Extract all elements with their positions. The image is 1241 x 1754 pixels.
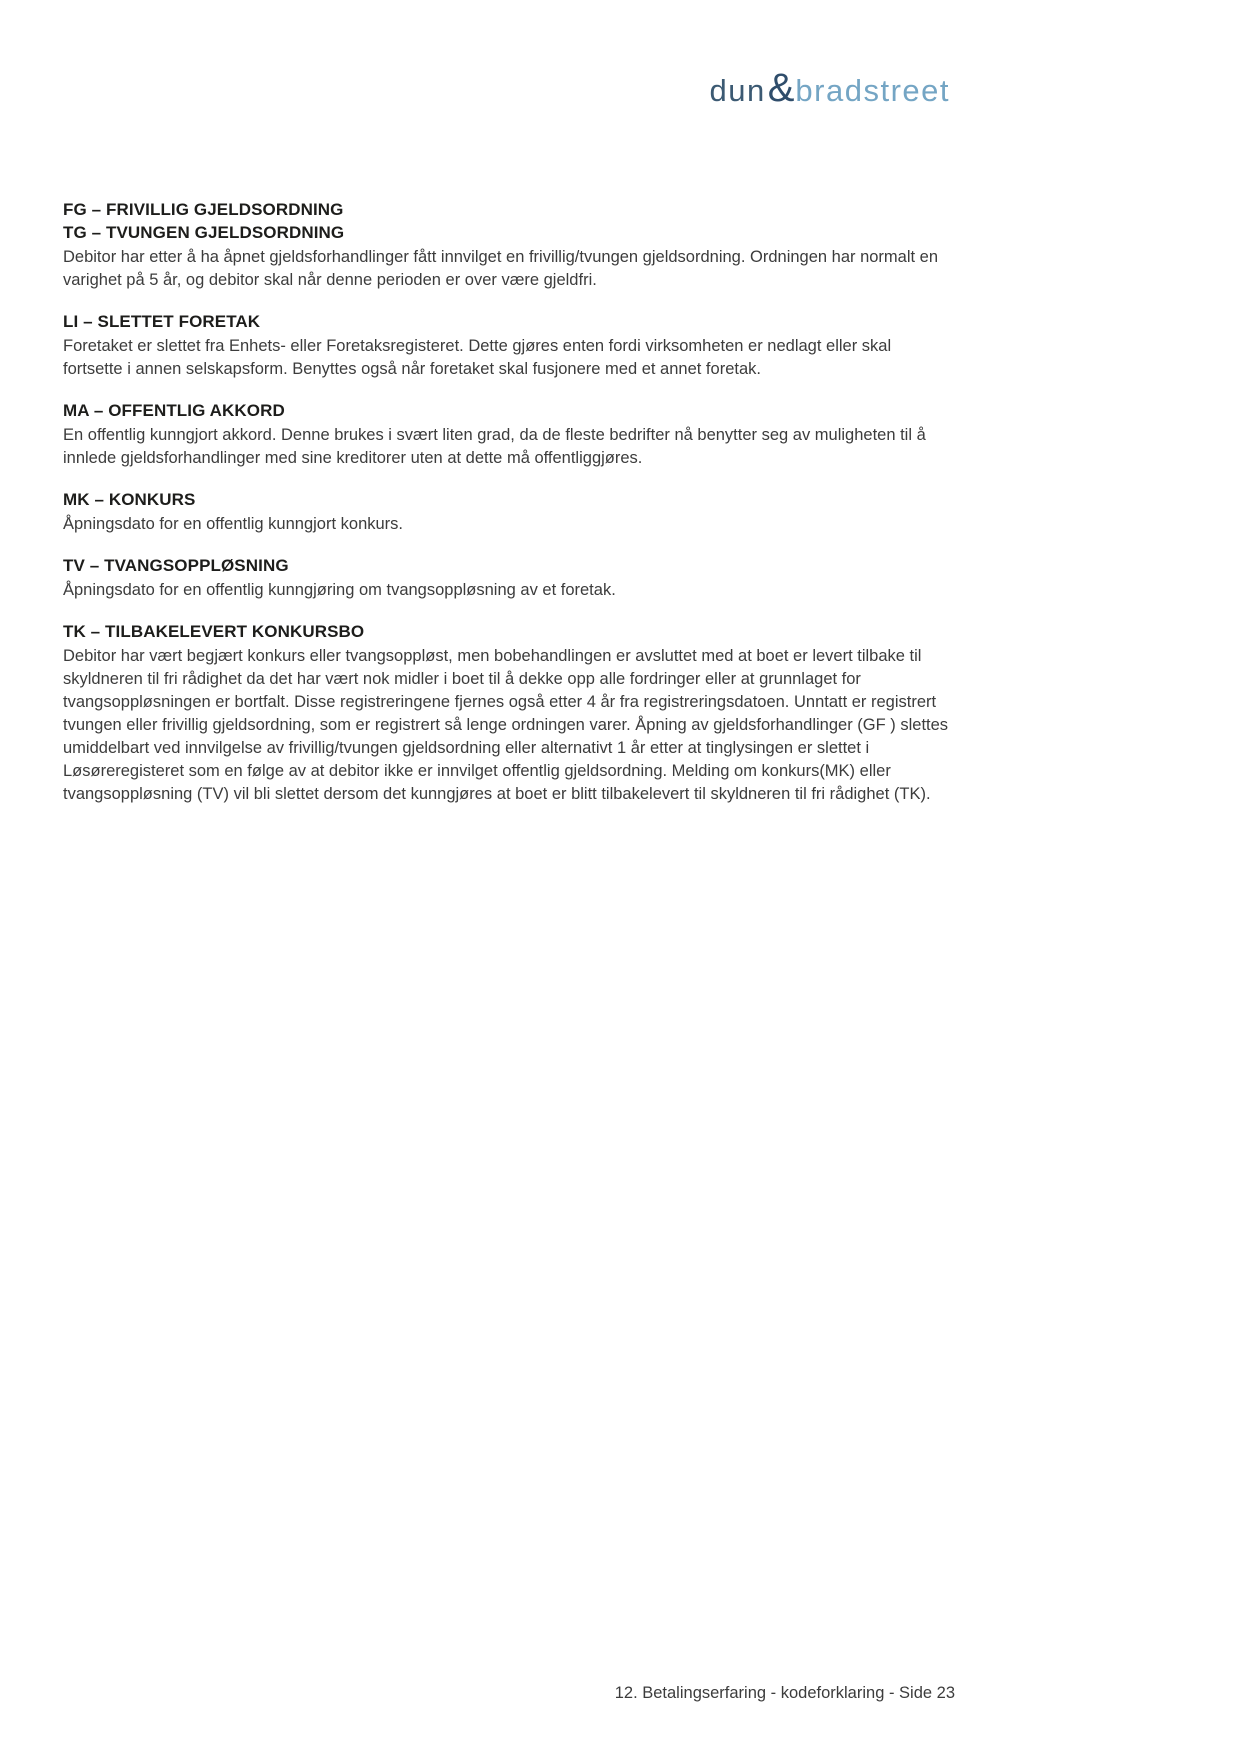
section-heading: TG – TVUNGEN GJELDSORDNING	[63, 223, 345, 242]
dun-bradstreet-logo	[709, 66, 951, 110]
section-paragraph: Åpningsdato for en offentlig kunngjøring om tvangsoppløsning av et foretak.	[63, 581, 616, 599]
section-fg-tg	[63, 198, 955, 292]
document-body	[63, 198, 955, 824]
footer-text: 12. Betalingserfaring - kodeforklaring - Side 23	[614, 1684, 955, 1702]
section-headings	[63, 399, 955, 422]
section-tv	[63, 554, 955, 602]
section-paragraph: Debitor har vært begjært konkurs eller tvangsoppløst, men bobehandlingen er avsluttet med at boet er levert tilbake til skyldneren til fri rådighet da det har vært nok midler i boet til å dekke opp alle fordringer eller at grunnlaget for tvangsoppløsningen er bortfalt. Disse registreringene fjernes også etter 4 år fra registreringsdatoen. Unntatt er registrert tvungen eller frivillig gjeldsordning, som er registrert så lenge ordningen varer. Åpning av gjeldsforhandlinger (GF ) slettes umiddelbart ved innvilgelse av frivillig/tvungen gjeldsordning eller alternativt 1 år etter at tinglysingen er slettet i Løsøreregisteret som en følge av at debitor ikke er innvilget offentlig gjeldsordning. Melding om konkurs(MK) eller tvangsoppløsning (TV) vil bli slettet dersom det kunngjøres at boet er blitt tilbakelevert til skyldneren til fri rådighet (TK).	[63, 647, 949, 803]
section-ma	[63, 399, 955, 470]
logo-text-bradstreet: bradstreet	[795, 72, 950, 108]
section-headings	[63, 310, 955, 333]
section-heading: MA – OFFENTLIG AKKORD	[63, 401, 285, 420]
section-mk	[63, 488, 955, 536]
section-headings	[63, 554, 955, 577]
logo-ampersand-icon: &	[767, 66, 795, 110]
section-heading: TV – TVANGSOPPLØSNING	[63, 556, 289, 575]
section-heading: FG – FRIVILLIG GJELDSORDNING	[63, 200, 344, 219]
section-headings	[63, 198, 955, 244]
section-headings	[63, 620, 955, 643]
section-tk	[63, 620, 955, 806]
section-paragraph: Debitor har etter å ha åpnet gjeldsforhandlinger fått innvilget en frivillig/tvungen gjeldsordning. Ordningen har normalt en varighet på 5 år, og debitor skal når denne perioden er over være gjeldfri.	[63, 248, 939, 289]
section-li	[63, 310, 955, 381]
section-paragraph: Foretaket er slettet fra Enhets- eller Foretaksregisteret. Dette gjøres enten fordi virksomheten er nedlagt eller skal fortsette i annen selskapsform. Benyttes også når foretaket skal fusjonere med et annet foretak.	[63, 337, 892, 378]
section-paragraph: Åpningsdato for en offentlig kunngjort konkurs.	[63, 515, 403, 533]
section-heading: MK – KONKURS	[63, 490, 196, 509]
section-heading: LI – SLETTET FORETAK	[63, 312, 261, 331]
section-headings	[63, 488, 955, 511]
section-heading: TK – TILBAKELEVERT KONKURSBO	[63, 622, 365, 641]
section-paragraph: En offentlig kunngjort akkord. Denne brukes i svært liten grad, da de fleste bedrifter nå benytter seg av muligheten til å innlede gjeldsforhandlinger med sine kreditorer uten at dette må offentliggjøres.	[63, 426, 926, 467]
page-footer	[63, 1682, 955, 1705]
logo-text-dun: dun	[709, 72, 766, 108]
